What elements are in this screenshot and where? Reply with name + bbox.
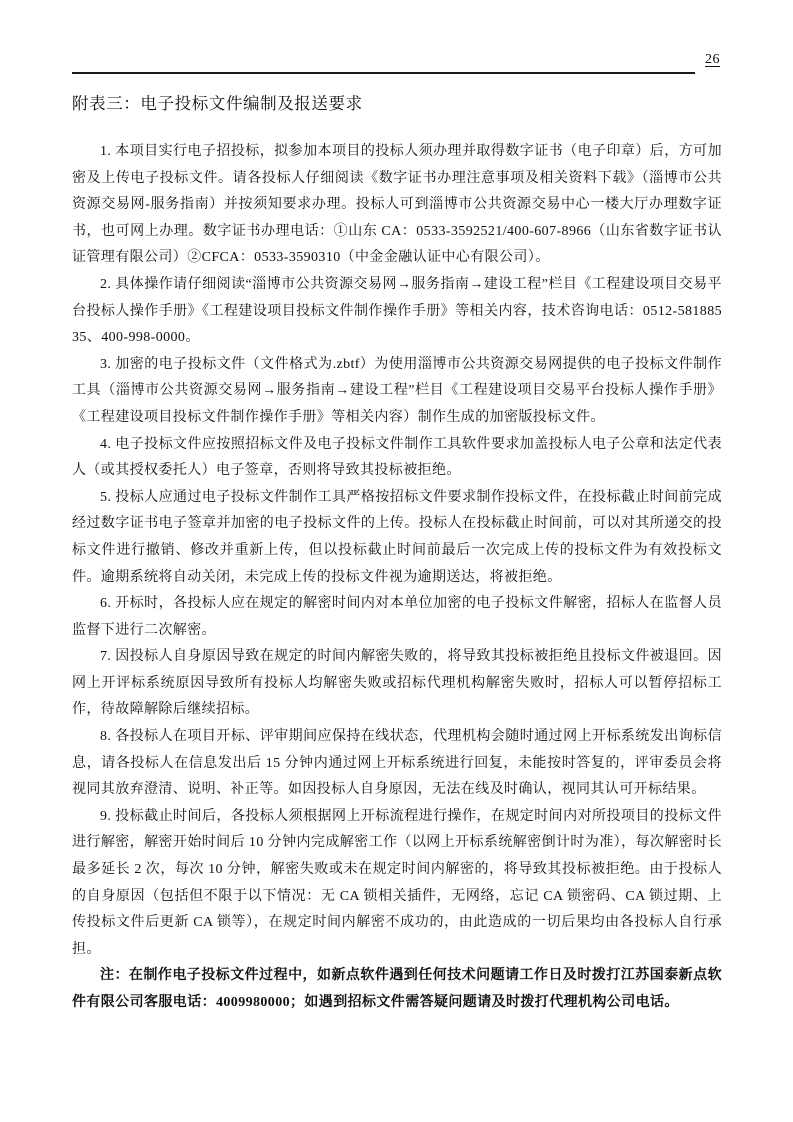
header-rule <box>72 72 695 74</box>
page-number: 26 <box>705 52 720 67</box>
document-body <box>72 139 722 1017</box>
paragraph-3: 3. 加密的电子投标文件（文件格式为.zbtf）为使用淄博市公共资源交易网提供的电子投标文件制作工具（淄博市公共资源交易网→服务指南→建设工程”栏目《工程建设项目交易平台投标人操作手册》《工程建设项目投标文件制作操作手册》等相关内容）制作生成的加密版投标文件。 <box>72 356 722 425</box>
note-paragraph: 注：在制作电子投标文件过程中，如新点软件遇到任何技术问题请工作日及时拨打江苏国泰新点软件有限公司客服电话：4009980000；如遇到招标文件需答疑问题请及时拨打代理机构公司电话。 <box>72 968 722 1010</box>
paragraph-5: 5. 投标人应通过电子投标文件制作工具严格按招标文件要求制作投标文件，在投标截止时间前完成经过数字证书电子签章并加密的电子投标文件的上传。投标人在投标截止时间前，可以对其所递交的投标文件进行撤销、修改并重新上传，但以投标截止时间前最后一次完成上传的投标文件为有效投标文件。逾期系统将自动关闭，未完成上传的投标文件视为逾期送达，将被拒绝。 <box>72 489 722 585</box>
paragraph-8: 8. 各投标人在项目开标、评审期间应保持在线状态，代理机构会随时通过网上开标系统发出询标信息，请各投标人在信息发出后 15 分钟内通过网上开标系统进行回复，未能按时答复的，评审委员会将视同其放弃澄清、说明、补正等。如因投标人自身原因，无法在线及时确认，视同其认可开标结果。 <box>72 729 722 798</box>
paragraph-1: 1. 本项目实行电子招投标，拟参加本项目的投标人须办理并取得数字证书（电子印章）后，方可加密及上传电子投标文件。请各投标人仔细阅读《数字证书办理注意事项及相关资料下载》（淄博市公共资源交易网-服务指南）并按须知要求办理。投标人可到淄博市公共资源交易中心一楼大厅办理数字证书，也可网上办理。数字证书办理电话：①山东 CA：0533-3592521/400-607-8966（山东省数字证书认证管理有限公司）②CFCA：0533-3590310（中金金融认证中心有限公司）。 <box>72 144 722 266</box>
paragraph-9: 9. 投标截止时间后，各投标人须根据网上开标流程进行操作，在规定时间内对所投项目的投标文件进行解密，解密开始时间后 10 分钟内完成解密工作（以网上开标系统解密倒计时为准），每次解密时长最多延长 2 次，每次 10 分钟，解密失败或未在规定时间内解密的，将导致其投标被拒绝。由于投标人的自身原因（包括但不限于以下情况：无 CA 锁相关插件，无网络，忘记 CA 锁密码、CA 锁过期、上传投标文件后更新 CA 锁等），在规定时间内解密不成功的，由此造成的一切后果均由各投标人自行承担。 <box>72 808 722 957</box>
page-header <box>72 0 722 76</box>
paragraph-7: 7. 因投标人自身原因导致在规定的时间内解密失败的，将导致其投标被拒绝且投标文件被退回。因网上开评标系统原因导致所有投标人均解密失败或招标代理机构解密失败时，招标人可以暂停招标工作，待故障解除后继续招标。 <box>72 649 722 718</box>
document-title: 附表三：电子投标文件编制及报送要求 <box>72 94 363 113</box>
paragraph-6: 6. 开标时，各投标人应在规定的解密时间内对本单位加密的电子投标文件解密，招标人在监督人员监督下进行二次解密。 <box>72 596 722 638</box>
paragraph-2: 2. 具体操作请仔细阅读“淄博市公共资源交易网→服务指南→建设工程”栏目《工程建设项目交易平台投标人操作手册》《工程建设项目投标文件制作操作手册》等相关内容，技术咨询电话：0512-58188535、400-998-0000。 <box>72 276 722 346</box>
paragraph-4: 4. 电子投标文件应按照招标文件及电子投标文件制作工具软件要求加盖投标人电子公章和法定代表人（或其授权委托人）电子签章，否则将导致其投标被拒绝。 <box>72 436 722 479</box>
